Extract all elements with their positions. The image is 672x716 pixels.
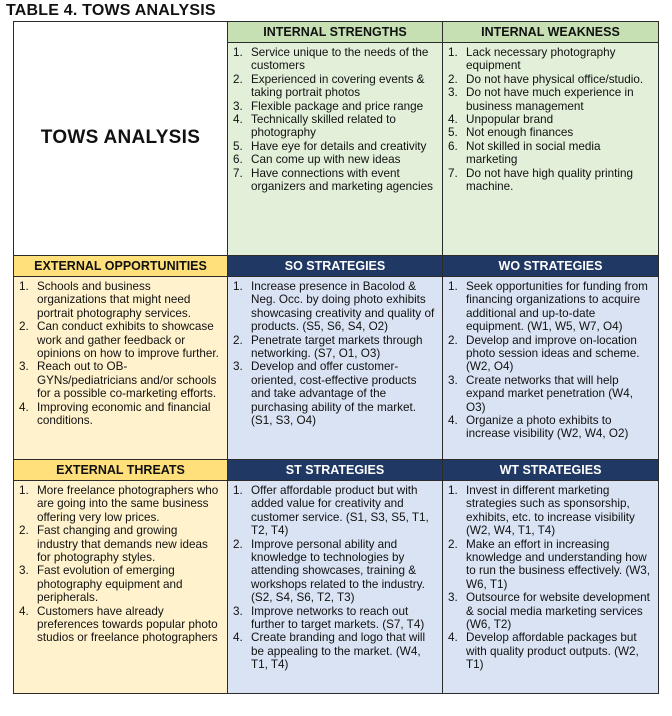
item-text: Experienced in covering events & taking portrait photos xyxy=(251,72,425,100)
threats-list xyxy=(14,481,227,648)
list-item xyxy=(228,167,436,194)
item-number: 2. xyxy=(19,524,29,538)
item-number: 4. xyxy=(19,400,29,414)
item-text: Do not have much experience in business management xyxy=(466,86,634,113)
wo-strategies-list xyxy=(443,277,658,444)
weakness-list xyxy=(443,43,658,196)
list-item xyxy=(443,591,652,631)
item-number: 2. xyxy=(233,333,243,347)
list-item xyxy=(228,153,436,166)
item-number: 2. xyxy=(19,320,29,334)
list-item xyxy=(443,113,652,126)
list-item xyxy=(443,374,652,414)
item-text: Increase presence in Bacolod & Neg. Occ. by doing photo exhibits showcasing creativity and quality of products. (S5, S6, S4, O2) xyxy=(251,280,435,334)
item-number: 7. xyxy=(448,166,458,180)
item-number: 3. xyxy=(19,360,29,374)
list-item xyxy=(228,140,436,153)
list-item xyxy=(228,280,436,334)
item-text: Do not have high quality printing machine. xyxy=(466,166,633,194)
list-item xyxy=(14,401,221,428)
list-item xyxy=(443,414,652,441)
item-text: Have eye for details and creativity xyxy=(251,139,427,153)
item-number: 3. xyxy=(448,591,458,605)
header-external-threats: EXTERNAL THREATS xyxy=(14,460,228,481)
list-item xyxy=(443,73,652,86)
item-text: Penetrate target markets through networking. (S7, O1, O3) xyxy=(251,333,423,361)
item-number: 3. xyxy=(233,99,243,113)
wo-strategies-cell xyxy=(443,277,659,460)
list-item xyxy=(443,126,652,139)
item-number: 5. xyxy=(448,126,458,140)
item-text: Develop affordable packages but with quality product outputs. (W2, T1) xyxy=(466,631,639,672)
list-item xyxy=(443,631,652,671)
item-number: 1. xyxy=(448,280,458,293)
item-number: 1. xyxy=(19,280,29,293)
header-so-strategies: SO STRATEGIES xyxy=(228,256,443,277)
item-text: Create networks that will help expand market penetration (W4, O3) xyxy=(466,373,633,414)
list-item xyxy=(228,631,436,671)
item-number: 1. xyxy=(233,46,243,59)
item-number: 1. xyxy=(233,280,243,293)
item-text: Unpopular brand xyxy=(466,113,554,127)
item-number: 3. xyxy=(233,604,243,618)
item-text: Develop and improve on-location photo session ideas and scheme. (W2, O4) xyxy=(466,333,640,374)
strengths-cell xyxy=(228,43,443,256)
list-item xyxy=(228,73,436,100)
table-caption: TABLE 4. TOWS ANALYSIS xyxy=(6,2,216,19)
list-item xyxy=(14,280,221,320)
item-number: 3. xyxy=(448,373,458,387)
item-number: 6. xyxy=(448,139,458,153)
strengths-list xyxy=(228,43,442,196)
item-text: Technically skilled related to photography xyxy=(251,113,396,140)
item-number: 2. xyxy=(448,333,458,347)
item-text: Organize a photo exhibits to increase visibility (W2, W4, O2) xyxy=(466,414,629,441)
item-text: Not enough finances xyxy=(466,126,574,140)
item-text: Not skilled in social media marketing xyxy=(466,139,601,167)
so-strategies-cell xyxy=(228,277,443,460)
list-item xyxy=(443,140,652,167)
header-wo-strategies: WO STRATEGIES xyxy=(443,256,659,277)
item-number: 7. xyxy=(233,166,243,180)
st-strategies-cell xyxy=(228,481,443,694)
item-number: 1. xyxy=(448,484,458,497)
item-text: Improve personal ability and knowledge to technologies by attending showcases, training & workshops related to the industry. (S2, S4, S6, T2, T3) xyxy=(251,537,425,605)
wt-strategies-cell xyxy=(443,481,659,694)
item-text: More freelance photographers who are going into the same business offering very low prices. xyxy=(37,484,219,524)
item-number: 2. xyxy=(233,537,243,551)
item-number: 1. xyxy=(233,484,243,497)
item-number: 4. xyxy=(448,414,458,428)
item-text: Do not have physical office/studio. xyxy=(466,72,644,86)
item-text: Improving economic and financial conditions. xyxy=(37,400,211,428)
header-wt-strategies: WT STRATEGIES xyxy=(443,460,659,481)
item-number: 2. xyxy=(448,537,458,551)
list-item xyxy=(228,100,436,113)
item-text: Outsource for website development & social media marketing services (W6, T2) xyxy=(466,591,650,632)
list-item xyxy=(14,524,221,564)
item-text: Can conduct exhibits to showcase work and gather feedback or opinions on how to improve further. xyxy=(37,320,219,361)
item-text: Reach out to OB-GYNs/pediatricians and/or schools for a possible co-marketing efforts. xyxy=(37,360,217,401)
item-text: Offer affordable product but with added value for creativity and customer service. (S1, S3, S5, T1, T2, T4) xyxy=(251,484,429,538)
list-item xyxy=(443,334,652,374)
opportunities-cell xyxy=(14,277,228,460)
item-number: 4. xyxy=(233,631,243,645)
item-text: Fast evolution of emerging photography equipment and peripherals. xyxy=(37,564,183,605)
item-number: 3. xyxy=(233,360,243,374)
list-item xyxy=(443,484,652,538)
item-text: Service unique to the needs of the customers xyxy=(251,46,429,73)
item-number: 1. xyxy=(19,484,29,497)
item-text: Customers have already preferences towards popular photo studios or freelance photographers xyxy=(37,604,218,645)
list-item xyxy=(14,484,221,524)
list-item xyxy=(228,360,436,427)
list-item xyxy=(443,86,652,113)
list-item xyxy=(443,46,652,73)
so-strategies-list xyxy=(228,277,442,430)
item-text: Can come up with new ideas xyxy=(251,153,401,167)
header-internal-strengths: INTERNAL STRENGTHS xyxy=(228,22,443,43)
corner-cell xyxy=(14,22,228,256)
item-text: Seek opportunities for funding from financing organizations to acquire additional and up-to-date equipment. (W1, W5, W7, O4) xyxy=(466,280,648,334)
list-item xyxy=(228,538,436,605)
item-number: 4. xyxy=(448,113,458,127)
tows-table xyxy=(13,21,659,694)
header-internal-weakness: INTERNAL WEAKNESS xyxy=(443,22,659,43)
list-item xyxy=(443,167,652,194)
item-number: 4. xyxy=(19,604,29,618)
item-number: 6. xyxy=(233,153,243,167)
item-number: 5. xyxy=(233,139,243,153)
list-item xyxy=(228,46,436,73)
list-item xyxy=(14,360,221,400)
item-number: 3. xyxy=(448,86,458,100)
item-text: Schools and business organizations that might need portrait photography services. xyxy=(37,280,191,320)
item-number: 2. xyxy=(448,72,458,86)
item-text: Improve networks to reach out further to target markets. (S7, T4) xyxy=(251,604,425,632)
item-text: Lack necessary photography equipment xyxy=(466,46,616,73)
list-item xyxy=(228,484,436,538)
item-number: 4. xyxy=(448,631,458,645)
list-item xyxy=(228,605,436,632)
header-external-opportunities: EXTERNAL OPPORTUNITIES xyxy=(14,256,228,277)
list-item xyxy=(443,280,652,334)
item-number: 1. xyxy=(448,46,458,59)
list-item xyxy=(14,564,221,604)
header-st-strategies: ST STRATEGIES xyxy=(228,460,443,481)
st-strategies-list xyxy=(228,481,442,675)
item-text: Develop and offer customer-oriented, cost-effective products and take advantage of the purchasing ability of the market. (S1, S3, O4) xyxy=(251,360,417,428)
list-item xyxy=(443,538,652,592)
item-text: Create branding and logo that will be appealing to the market. (W4, T1, T4) xyxy=(251,631,426,672)
item-text: Have connections with event organizers and marketing agencies xyxy=(251,166,433,194)
item-number: 2. xyxy=(233,72,243,86)
list-item xyxy=(14,605,221,645)
list-item xyxy=(228,334,436,361)
tows-analysis-label: TOWS ANALYSIS xyxy=(40,127,201,148)
item-text: Invest in different marketing strategies such as sponsorship, exhibits, etc. to increase visibility (W2, W4, T1, T4) xyxy=(466,484,635,538)
opportunities-list xyxy=(14,277,227,430)
threats-cell xyxy=(14,481,228,694)
weakness-cell xyxy=(443,43,659,256)
item-text: Flexible package and price range xyxy=(251,99,424,113)
list-item xyxy=(228,113,436,140)
item-text: Make an effort in increasing knowledge and understanding how to run the business effectively. (W3, W6, T1) xyxy=(466,537,651,591)
list-item xyxy=(14,320,221,360)
item-number: 3. xyxy=(19,564,29,578)
item-number: 4. xyxy=(233,113,243,127)
item-text: Fast changing and growing industry that demands new ideas for photography styles. xyxy=(37,524,208,565)
wt-strategies-list xyxy=(443,481,658,675)
